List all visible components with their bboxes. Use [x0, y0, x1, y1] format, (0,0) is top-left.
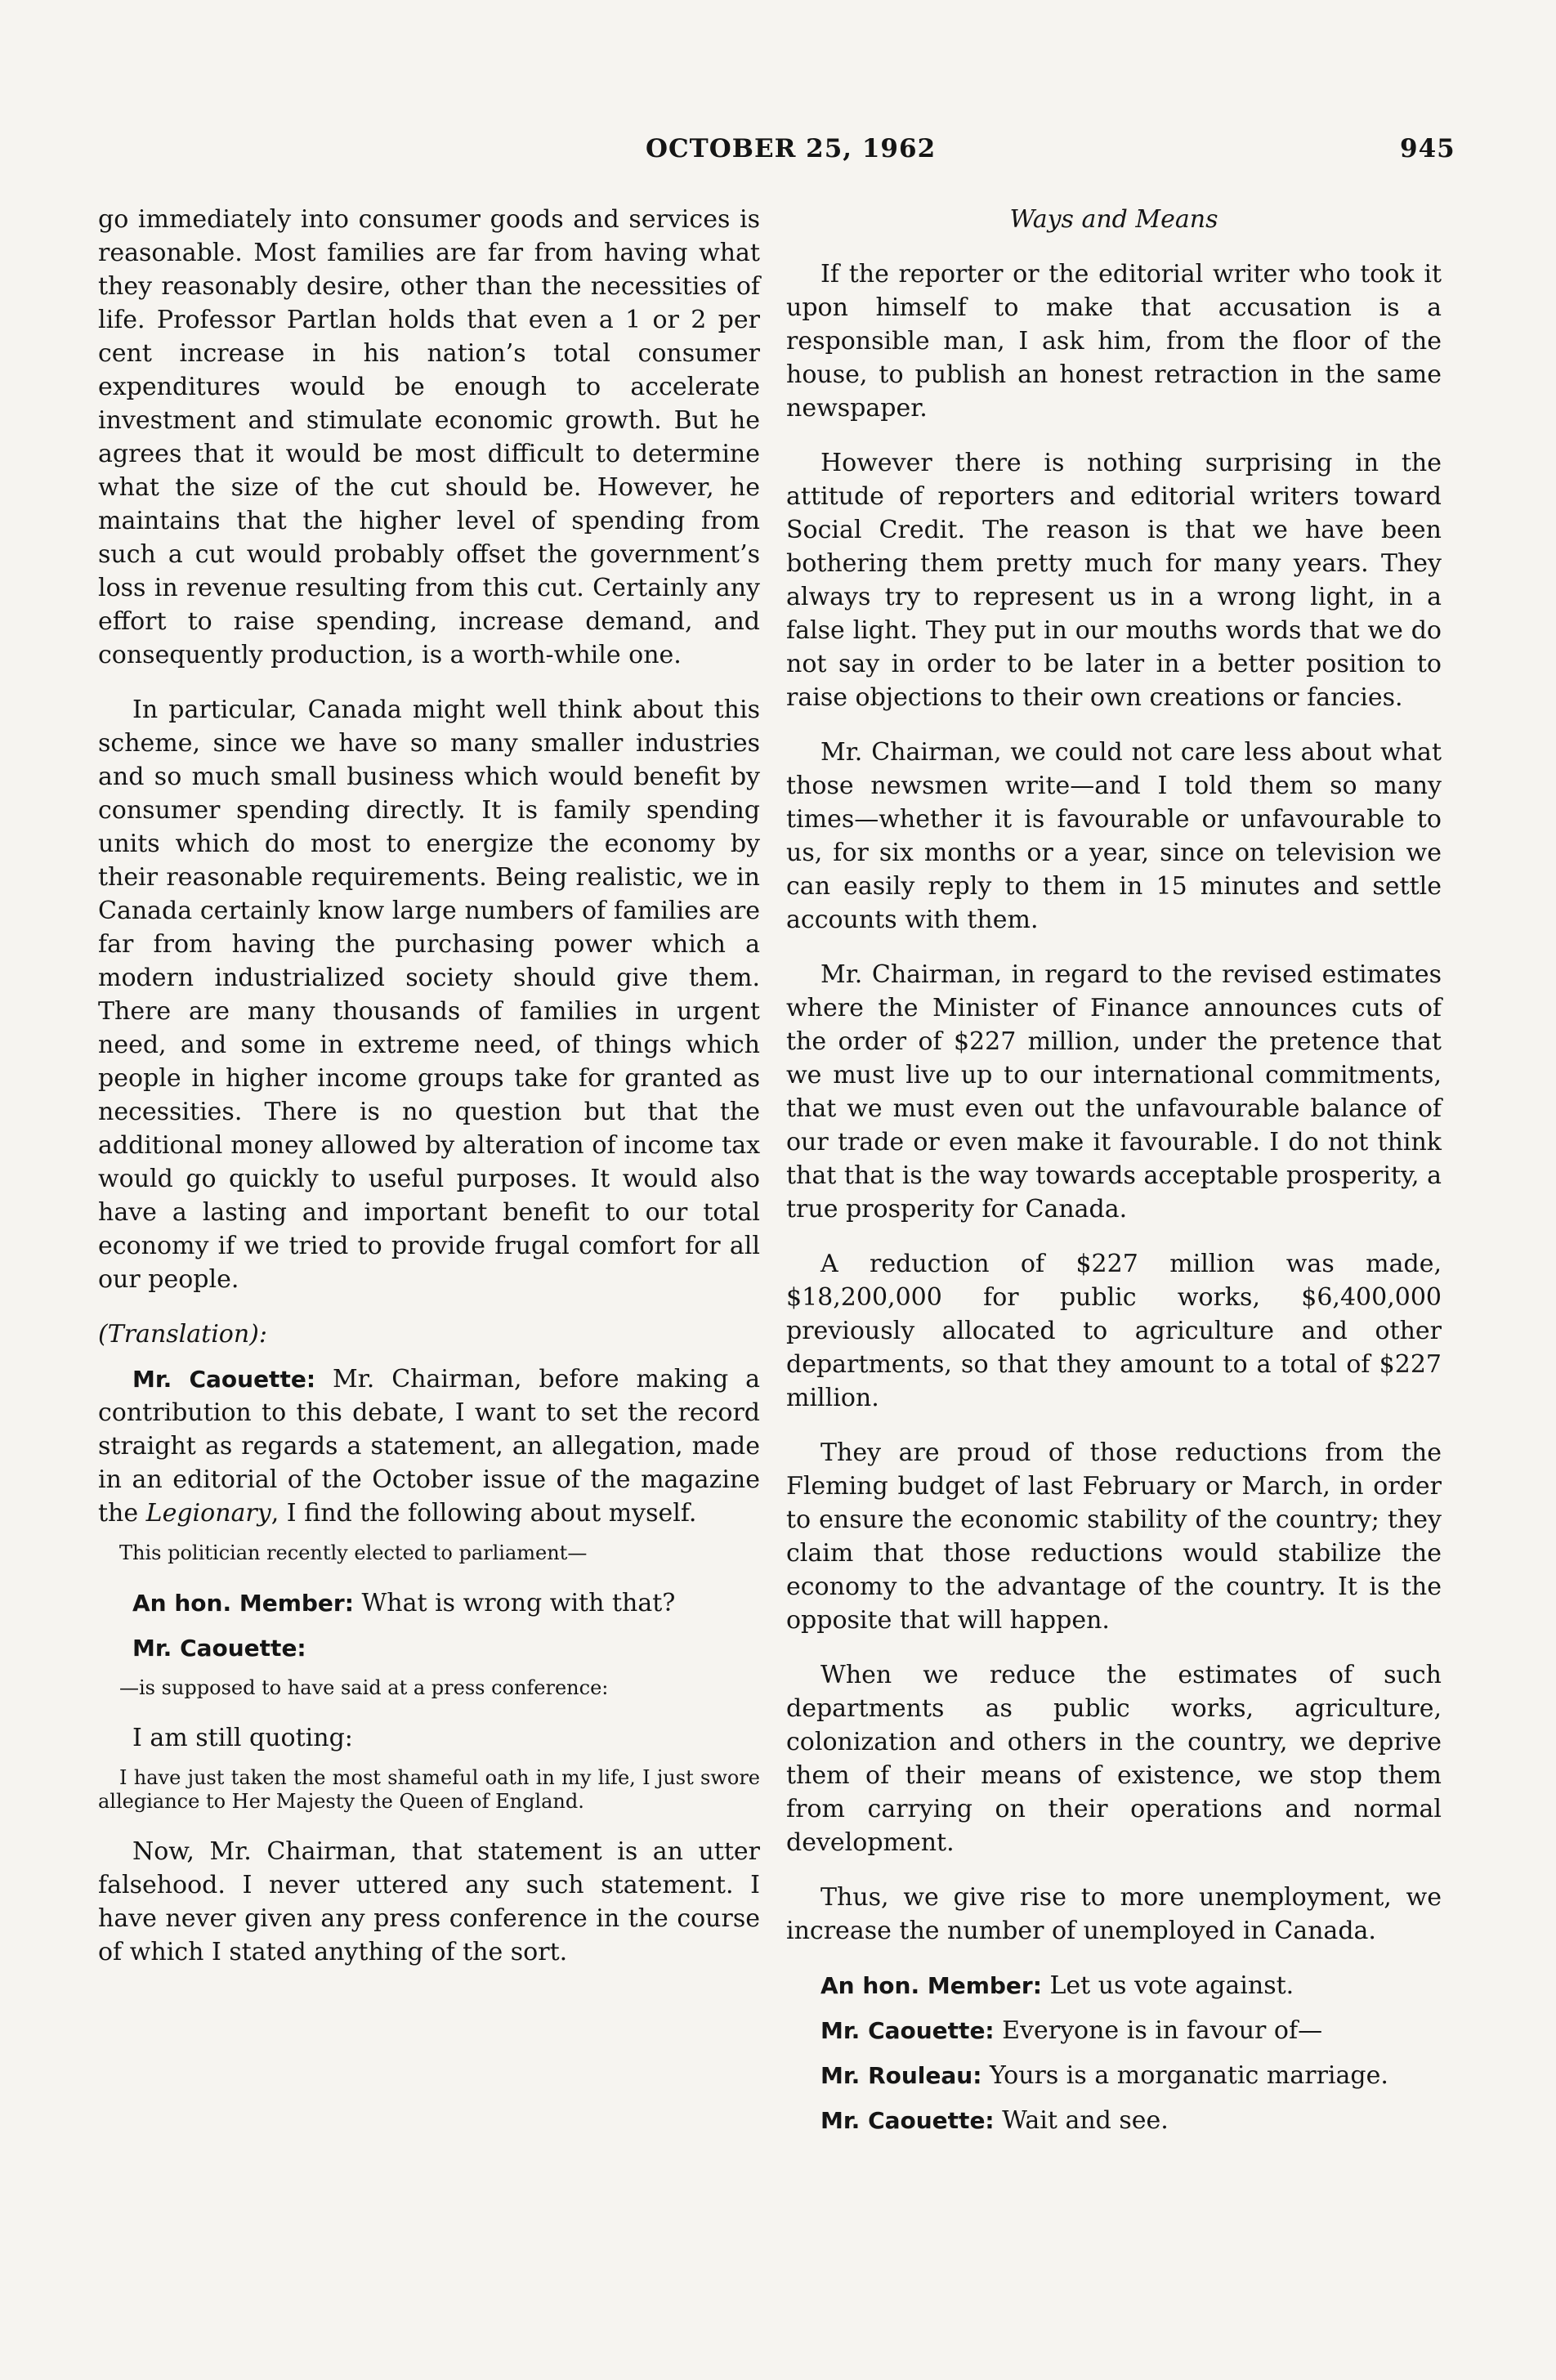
speech-caouette	[786, 2014, 1442, 2047]
paragraph: However there is nothing surprising in the attitude of reporters and editorial writers toward Social Credit. The reason is that we have been bothering them pretty much for many years. They always try to represent us in a wrong light, in a false light. They put in our mouths words that we do not say in order to be later in a better position to raise objections to their own creations or fancies.	[786, 449, 1442, 712]
speech-rouleau	[786, 2059, 1442, 2092]
paragraph: Mr. Chairman, we could not care less about what those newsmen write—and I told them so many times—whether it is favourable or unfavourable to us, for six months or a year, since on television we can easily reply to them in 15 minutes and settle accounts with them.	[786, 738, 1442, 934]
speech-text: Mr. Chairman, before making a contribution to this debate, I want to set the record straight as regards a statement, an allegation, made in an editorial of the October issue of the magazine the	[98, 1365, 760, 1528]
speaker-name: Mr. Caouette:	[820, 2107, 995, 2134]
paragraph: go immediately into consumer goods and services is reasonable. Most families are far from having what they reasonably desire, other than the necessities of life. Professor Partlan holds that even a 1 or 2 per cent increase in his nation’s total consumer expenditures would be enough to accelerate investment and stimulate economic growth. But he agrees that it would be most difficult to determine what the size of the cut should be. However, he maintains that the higher level of spending from such a cut would probably offset the government’s loss in revenue resulting from this cut. Certainly any effort to raise spending, increase demand, and consequently production, is a worth-while one.	[98, 205, 760, 669]
page-date: OCTOBER 25, 1962	[646, 134, 937, 163]
paragraph: A reduction of $227 million was made, $18,200,000 for public works, $6,400,000 previously allocated to agriculture and other departments, so that they amount to a total of $227 million.	[786, 1250, 1442, 1412]
speaker-name: Mr. Caouette:	[820, 2017, 995, 2044]
speech-caouette	[98, 1362, 760, 1530]
speaker-name: An hon. Member:	[820, 1972, 1042, 1999]
paragraph: When we reduce the estimates of such departments as public works, agriculture, colonization and others in the country, we deprive them of their means of existence, we stop them from carrying on their operations and normal development.	[786, 1661, 1442, 1857]
quotation: I have just taken the most shameful oath in my life, I just swore allegiance to Her Majesty the Queen of England.	[98, 1766, 760, 1813]
speech-text: , I find the following about myself.	[271, 1499, 697, 1528]
paragraph: Thus, we give rise to more unemployment, we increase the number of unemployed in Canada.	[786, 1883, 1442, 1945]
magazine-title: Legionary	[145, 1499, 271, 1528]
paragraph: In particular, Canada might well think about this scheme, since we have so many smaller industries and so much small business which would benefit by consumer spending directly. It is family spending units which do most to energize the economy by their reasonable requirements. Being realistic, we in Canada certainly know large numbers of families are far from having the purchasing power which a modern industrialized society should give them. There are many thousands of families in urgent need, and some in extreme need, of things which people in higher income groups take for granted as necessities. There is no question but that the additional money allowed by alteration of income tax would go quickly to useful purposes. It would also have a lasting and important benefit to our total economy if we tried to provide frugal comfort for all our people.	[98, 696, 760, 1294]
left-column	[98, 203, 760, 1990]
page-number: 945	[1400, 134, 1455, 163]
running-title: Ways and Means	[1009, 205, 1218, 234]
speaker-name: Mr. Caouette:	[132, 1366, 316, 1393]
quotation: —is supposed to have said at a press conference:	[119, 1676, 609, 1699]
speaker-name: Mr. Caouette:	[132, 1635, 306, 1662]
speaker-name: An hon. Member:	[132, 1590, 354, 1617]
translation-label: (Translation):	[98, 1320, 267, 1349]
speech-caouette	[98, 1631, 760, 1665]
paragraph: If the reporter or the editorial writer who took it upon himself to make that accusation is a responsible man, I ask him, from the floor of the house, to publish an honest retraction in the same newspaper.	[786, 260, 1442, 423]
quotation: This politician recently elected to parliament—	[119, 1541, 588, 1564]
speech-text: Yours is a morganatic marriage.	[981, 2061, 1388, 2090]
right-column	[786, 203, 1442, 2149]
speaker-name: Mr. Rouleau:	[820, 2062, 982, 2089]
speech-text: Everyone is in favour of—	[994, 2016, 1323, 2045]
paragraph: They are proud of those reductions from the Fleming budget of last February or March, in order to ensure the economic stability of the country; they claim that those reductions would stabilize the economy to the advantage of the country. It is the opposite that will happen.	[786, 1438, 1442, 1635]
paragraph: Mr. Chairman, in regard to the revised estimates where the Minister of Finance announces cuts of the order of $227 million, under the pretence that we must live up to our international commitments, that we must even out the unfavourable balance of our trade or even make it favourable. I do not think that that is the way towards acceptable prosperity, a true prosperity for Canada.	[786, 960, 1442, 1224]
speech-text: Wait and see.	[994, 2106, 1169, 2135]
paragraph: I am still quoting:	[132, 1724, 353, 1752]
speech-caouette	[786, 2104, 1442, 2137]
speech-text: Let us vote against.	[1041, 1971, 1294, 2000]
speech-member	[786, 1969, 1442, 2002]
speech-text: What is wrong with that?	[353, 1589, 676, 1617]
speech-member	[98, 1586, 760, 1620]
paragraph: Now, Mr. Chairman, that statement is an utter falsehood. I never uttered any such statement. I have never given any press conference in the course of which I stated anything of the sort.	[98, 1837, 760, 1966]
